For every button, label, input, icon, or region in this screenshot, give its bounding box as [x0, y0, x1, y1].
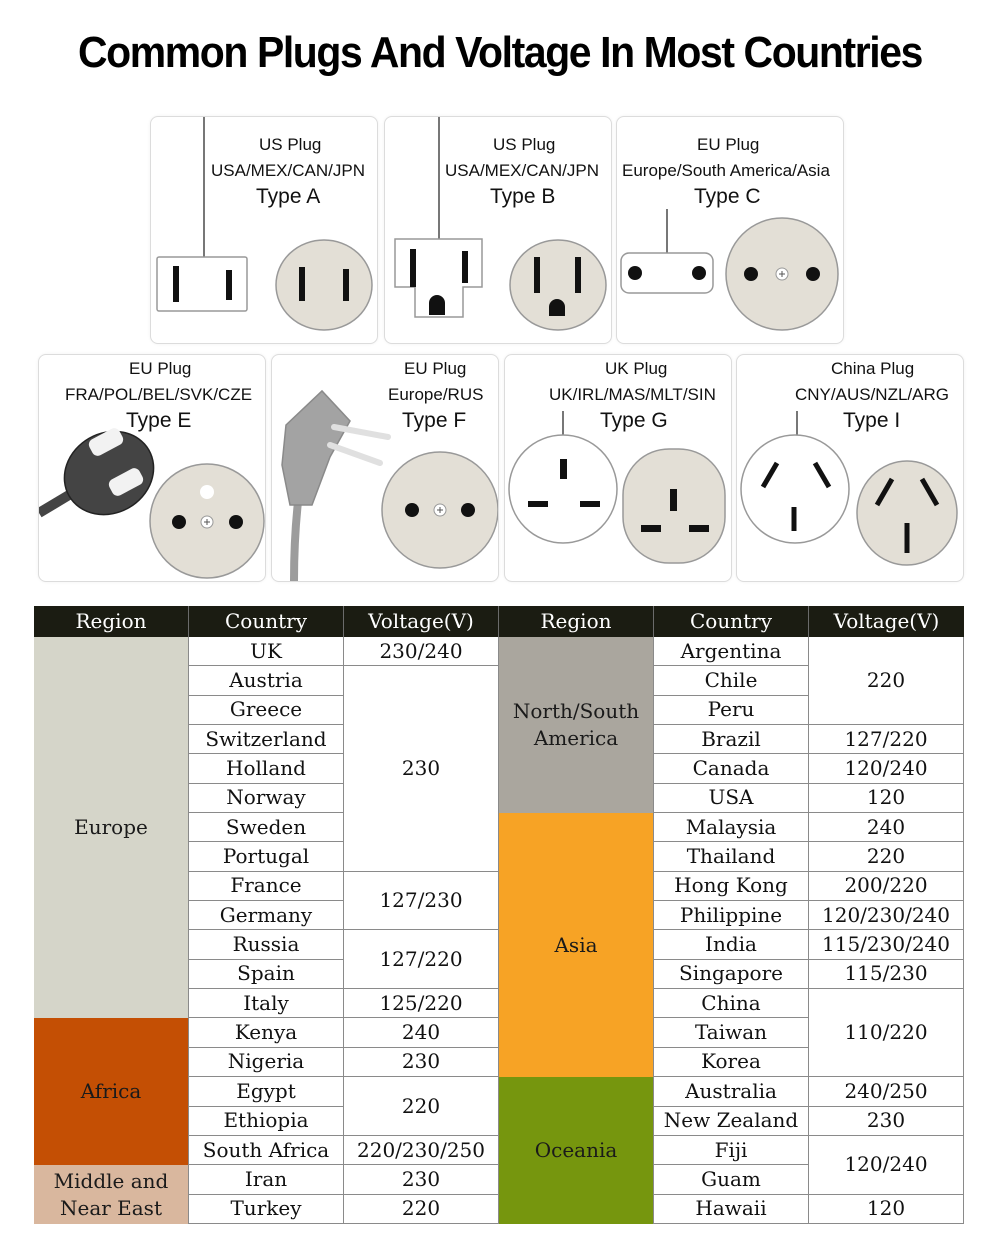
voltage-cell: 230 [344, 666, 499, 871]
voltage-cell: 120 [809, 1195, 964, 1224]
country-cell: Singapore [654, 960, 809, 989]
voltage-cell: 120/240 [809, 1136, 964, 1195]
country-cell: Ethiopia [189, 1107, 344, 1136]
country-cell: Philippine [654, 901, 809, 930]
plug-category: EU Plug [129, 359, 192, 378]
plug-countries: FRA/POL/BEL/SVK/CZE [65, 385, 253, 404]
country-cell: Chile [654, 666, 809, 695]
plug-card-type-c [616, 116, 844, 344]
voltage-cell: 127/230 [344, 872, 499, 931]
type-i-plug-socket-icon [737, 355, 963, 581]
country-cell: Canada [654, 754, 809, 783]
voltage-cell: 240 [809, 813, 964, 842]
country-cell: Hawaii [654, 1195, 809, 1224]
plug-type: Type G [600, 409, 668, 432]
voltage-cell: 240/250 [809, 1077, 964, 1106]
country-cell: France [189, 872, 344, 901]
header-region: Region [499, 606, 654, 637]
type-e-plug-socket-icon [39, 355, 265, 581]
type-c-plug-socket-icon [617, 117, 843, 343]
plug-category: EU Plug [404, 359, 467, 378]
country-cell: China [654, 989, 809, 1018]
country-cell: Taiwan [654, 1018, 809, 1047]
header-country: Country [189, 606, 344, 637]
voltage-cell: 230 [344, 1048, 499, 1077]
country-cell: Australia [654, 1077, 809, 1106]
plug-countries: UK/IRL/MAS/MLT/SIN [549, 385, 716, 404]
plug-category: US Plug [493, 135, 556, 154]
country-cell: Portugal [189, 842, 344, 871]
plug-type: Type B [490, 185, 556, 208]
plug-card-type-b [384, 116, 612, 344]
country-cell: Thailand [654, 842, 809, 871]
country-cell: Hong Kong [654, 872, 809, 901]
country-cell: Brazil [654, 725, 809, 754]
voltage-cell: 120/240 [809, 754, 964, 783]
voltage-cell: 220 [344, 1077, 499, 1136]
country-cell: Sweden [189, 813, 344, 842]
plug-category: UK Plug [605, 359, 668, 378]
country-cell: Austria [189, 666, 344, 695]
voltage-cell: 230 [809, 1107, 964, 1136]
country-cell: Nigeria [189, 1048, 344, 1077]
plug-type: Type F [402, 409, 467, 432]
country-cell: India [654, 930, 809, 959]
voltage-cell: 240 [344, 1018, 499, 1047]
plug-countries: Europe/South America/Asia [622, 161, 830, 180]
country-cell: Malaysia [654, 813, 809, 842]
plug-card-type-a [150, 116, 378, 344]
voltage-cell: 220 [344, 1195, 499, 1224]
voltage-cell: 120/230/240 [809, 901, 964, 930]
country-cell: Holland [189, 754, 344, 783]
country-cell: Russia [189, 930, 344, 959]
country-cell: Iran [189, 1165, 344, 1194]
region-middle-near-east: Middle and Near East [34, 1165, 189, 1224]
voltage-cell: 115/230/240 [809, 930, 964, 959]
country-cell: Turkey [189, 1195, 344, 1224]
voltage-cell: 220/230/250 [344, 1136, 499, 1165]
country-cell: Greece [189, 696, 344, 725]
country-cell: Germany [189, 901, 344, 930]
plug-type: Type E [126, 409, 192, 432]
plug-card-type-g [504, 354, 732, 582]
region-africa: Africa [34, 1018, 189, 1165]
country-cell: USA [654, 784, 809, 813]
plug-category: US Plug [259, 135, 322, 154]
country-cell: UK [189, 637, 344, 666]
plug-type: Type C [694, 185, 761, 208]
page-title: Common Plugs And Voltage In Most Countries [78, 28, 922, 77]
voltage-cell: 115/230 [809, 960, 964, 989]
country-cell: Korea [654, 1048, 809, 1077]
region-north-south-america: North/South America [499, 637, 654, 813]
plug-countries: CNY/AUS/NZL/ARG [795, 385, 949, 404]
plug-category: China Plug [831, 359, 915, 378]
country-cell: Peru [654, 696, 809, 725]
country-cell: Egypt [189, 1077, 344, 1106]
plug-countries: USA/MEX/CAN/JPN [445, 161, 599, 180]
plug-card-type-i [736, 354, 964, 582]
plug-type: Type I [843, 409, 901, 432]
country-cell: Switzerland [189, 725, 344, 754]
type-a-plug-socket-icon [151, 117, 377, 343]
country-cell: Guam [654, 1165, 809, 1194]
country-cell: Norway [189, 784, 344, 813]
type-f-plug-socket-icon [272, 355, 498, 581]
voltage-cell: 220 [809, 637, 964, 725]
voltage-cell: 127/220 [809, 725, 964, 754]
region-europe: Europe [34, 637, 189, 1018]
country-cell: Fiji [654, 1136, 809, 1165]
voltage-cell: 200/220 [809, 872, 964, 901]
header-voltage: Voltage(V) [344, 606, 499, 637]
region-asia: Asia [499, 813, 654, 1077]
voltage-cell: 120 [809, 784, 964, 813]
plug-category: EU Plug [697, 135, 760, 154]
voltage-cell: 230 [344, 1165, 499, 1194]
header-region: Region [34, 606, 189, 637]
voltage-cell: 110/220 [809, 989, 964, 1077]
plug-countries: USA/MEX/CAN/JPN [211, 161, 365, 180]
region-oceania: Oceania [499, 1077, 654, 1224]
voltage-table [34, 606, 966, 1224]
country-cell: South Africa [189, 1136, 344, 1165]
plug-countries: Europe/RUS [388, 385, 484, 404]
country-cell: Kenya [189, 1018, 344, 1047]
voltage-cell: 220 [809, 842, 964, 871]
type-g-plug-socket-icon [505, 355, 731, 581]
country-cell: Spain [189, 960, 344, 989]
plug-type: Type A [256, 185, 321, 208]
voltage-cell: 127/220 [344, 930, 499, 989]
plug-card-type-f [271, 354, 499, 582]
voltage-cell: 230/240 [344, 637, 499, 666]
header-voltage: Voltage(V) [809, 606, 964, 637]
header-country: Country [654, 606, 809, 637]
country-cell: Italy [189, 989, 344, 1018]
country-cell: Argentina [654, 637, 809, 666]
plug-card-type-e [38, 354, 266, 582]
type-b-plug-socket-icon [385, 117, 611, 343]
country-cell: New Zealand [654, 1107, 809, 1136]
voltage-cell: 125/220 [344, 989, 499, 1018]
